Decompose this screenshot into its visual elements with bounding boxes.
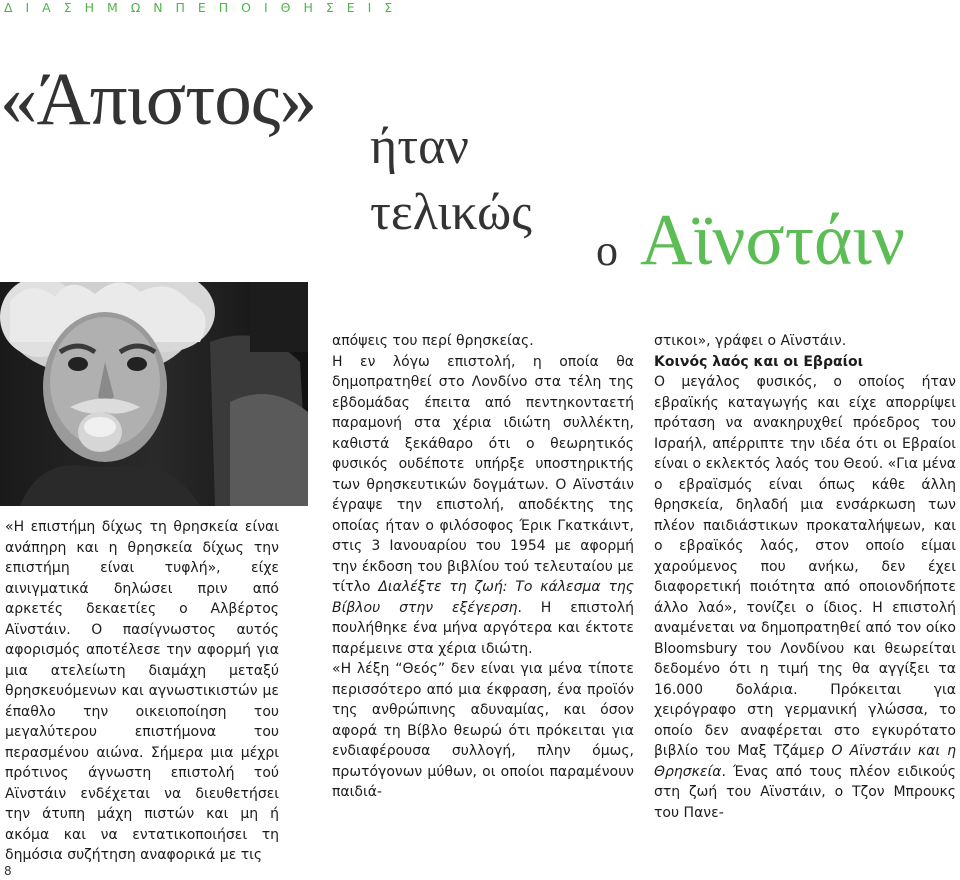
section-label: Δ Ι Α Σ Η Μ Ω Ν Π Ε Π Ο Ι Θ Η Σ Ε Ι Σ xyxy=(4,0,397,15)
page-number: 8 xyxy=(4,864,12,878)
headline-part-1: «Άπιστος» xyxy=(0,58,316,141)
einstein-portrait-image xyxy=(0,282,308,506)
col2-book-title: Διαλέξτε τη ζωή: Το κάλεσμα της Βίβλου στην εξέγερση xyxy=(332,579,634,616)
col2-text-a: Η εν λόγω επιστολή, η οποία θα δημοπρατηθεί στο Λονδίνο στα τέλη της εβδομάδας έπειτα από πεντηκονταετή παραμονή στα χέρια ιδιώτη συλλέκτη, καθιστά ξεκάθαρο ότι ο θεωρητικός φυσικός ουδέποτε υπήρξε υποστηρικτής των θρησκευτικών δογμάτων. Ο Αϊνστάιν έγραψε την επιστολή, αποδέκτης της οποίας ήταν ο φιλόσοφος Έρικ Γκατκάιντ, στις 3 Ιανουαρίου του 1954 με αφορμή την έκδοση του βιβλίου τού τελευταίου με τίτλο xyxy=(332,353,634,595)
col3-text-a: Ο μεγάλος φυσικός, ο οποίος ήταν εβραϊκής καταγωγής και είχε απορρίψει πρόταση να ανακηρυχθεί πρόεδρος του Ισραήλ, απέρριπτε την ιδέα ότι οι Εβραίοι είναι ο εκλεκτός λαός του Θεού. «Για μένα ο εβραϊσμός είναι όπως κάθε άλλη θρησκεία, δηλαδή μια ενσάρκωση των πλέον παιδιάστικων προκαταλήψεων, και ο εβραϊκός λαός, στον οποίο είμαι χαρούμενος που ανήκω, δεν έχει διαφορετική ποιότητα από οποιονδήποτε άλλο λαό», τονίζει ο ίδιος. Η επιστολή αναμένεται να δημοπρατηθεί από τον οίκο Bloomsbury του Λονδίνου και θεωρείται δεδομένο ότι η τιμή της θα αγγίξει τα 16.000 δολάρια. Πρόκειται για χειρόγραφο στη γερμανική γλώσσα, το οποίο δεν αναφέρεται στο εγκυρότατο βιβλίο του Μαξ Τζάμερ xyxy=(654,374,956,759)
col2-line-1: απόψεις του περί θρησκείας. xyxy=(332,333,534,349)
col3-line-1: στικοι», γράφει ο Αϊνστάιν. xyxy=(654,333,847,349)
headline-part-3: τελικώς xyxy=(370,184,532,241)
col3-paragraph xyxy=(654,372,956,823)
headline-part-4: ο xyxy=(596,226,618,275)
einstein-photo xyxy=(0,282,308,506)
headline-part-5: Αϊνστάιν xyxy=(640,199,905,280)
lead-column xyxy=(5,517,279,866)
lead-paragraph: «Η επιστήμη δίχως τη θρησκεία είναι ανάπηρη και η θρησκεία δίχως την επιστήμη είναι τυφλή», είχε αινιγματικά δηλώσει πριν από αρκετές δεκαετίες ο Αλβέρτος Αϊνστάιν. Ο πασίγνωστος αυτός αφορισμός αποτέλεσε την αφορμή για μια ατελείωτη διαμάχη μεταξύ θρησκευόμενων και αγνωστικιστών με έπαθλο την οικειοποίηση του μεγαλύτερου επιστήμονα του περασμένου αιώνα. Σήμερα μια μέχρι πρότινος άγνωστη επιστολή τού Αϊνστάιν ενδέχεται να διευθετήσει την άτυπη μάχη πιστών και μη ή ακόμα και να εντατικοποιήσει τη δημόσια συζήτηση αναφορικά με τις xyxy=(5,519,279,863)
col3-book-title: Ο Αϊνστάιν και η Θρησκεία xyxy=(654,743,956,780)
col3-subheading: Κοινός λαός και οι Εβραίοι xyxy=(654,353,864,370)
col3-text-b: . Ένας από τους πλέον ειδικούς στη ζωή του Αϊνστάιν, ο Τζον Μπρουκς του Πανε- xyxy=(654,763,956,821)
right-column xyxy=(654,331,956,823)
headline-part-2: ήταν xyxy=(370,118,469,175)
col2-text-b: . Η επιστολή πουλήθηκε ένα μήνα αργότερα και έκτοτε παρέμεινε στα χέρια ιδιώτη. xyxy=(332,599,634,657)
col2-paragraph-2: «Η λέξη “Θεός” δεν είναι για μένα τίποτε περισσότερο από μια έκφραση, ένα προϊόν της ανθρώπινης αδυναμίας, και όσον αφορά τη Βίβλο θεωρώ ότι πρόκειται για ενδιαφέρουσα συλλογή, πλην όμως, πρωτόγονων μύθων, οι οποίοι παραμένουν παιδιά- xyxy=(332,661,634,800)
col2-paragraph-1 xyxy=(332,352,634,660)
middle-column xyxy=(332,331,634,803)
